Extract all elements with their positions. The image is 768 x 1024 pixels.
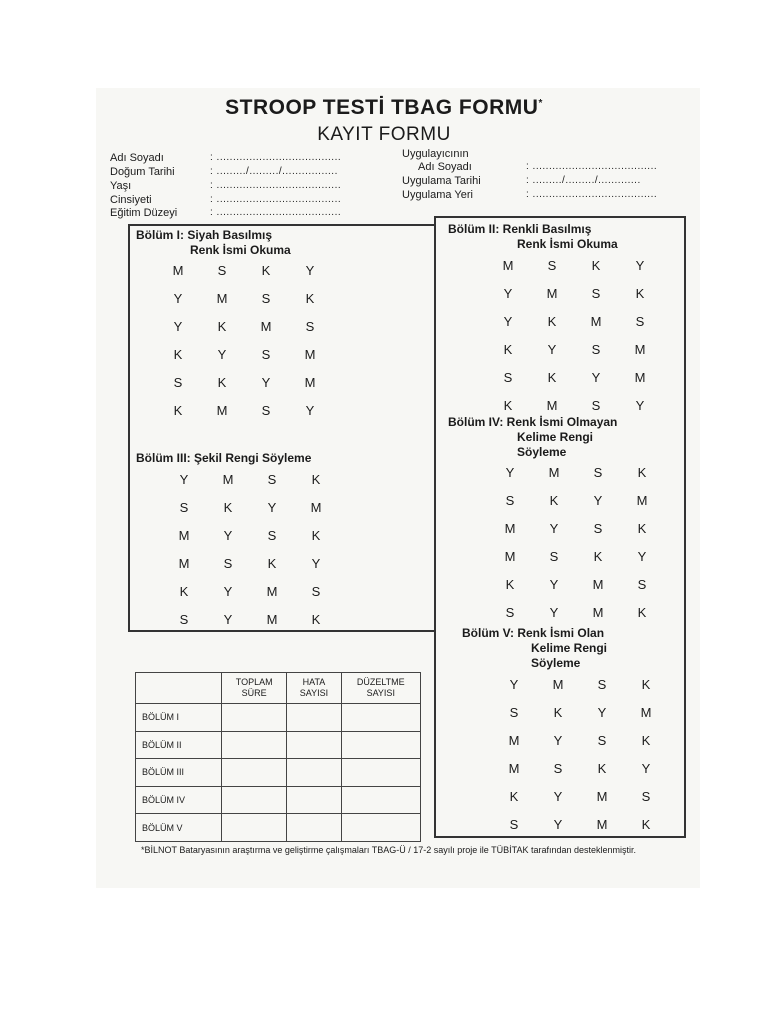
grid-row: M S K Y <box>172 262 315 278</box>
practitioner-name-label: Adı Soyadı <box>418 161 472 173</box>
row-label: BÖLÜM III <box>136 759 222 787</box>
grid-row: M S K Y <box>508 760 651 776</box>
practitioner-blank[interactable]: : ...................................... <box>526 161 658 172</box>
name-label: Adı Soyadı <box>110 152 164 164</box>
grid-row: K Y S M <box>503 341 646 357</box>
section-1-grid <box>156 256 332 424</box>
row-label: BÖLÜM V <box>136 814 222 842</box>
score-cell[interactable] <box>222 786 287 814</box>
grid-row: Y M S K <box>509 676 651 692</box>
grid-row: M S K Y <box>504 548 647 564</box>
grid-row: S Y M K <box>509 816 651 832</box>
grid-row: M S K Y <box>178 555 321 571</box>
grid-row: M S K Y <box>502 257 645 273</box>
form-title: STROOP TESTİ TBAG FORMU* <box>225 96 543 119</box>
name-blank[interactable]: : ...................................... <box>210 152 342 163</box>
header-corrections: DÜZELTME SAYISI <box>341 673 420 704</box>
age-label: Yaşı <box>110 180 132 192</box>
age-blank[interactable]: : ...................................... <box>210 180 342 191</box>
grid-row: M Y S K <box>504 520 647 536</box>
section-3-heading: Bölüm III: Şekil Rengi Söyleme <box>136 451 312 465</box>
grid-row: Y K M S <box>503 313 645 329</box>
header-total-time: TOPLAM SÜRE <box>222 673 287 704</box>
footnote: *BİLNOT Bataryasının araştırma ve geliştirme çalışmaları TBAG-Ü / 17-2 sayılı proje ile TÜBİTAK tarafından desteklenmiştir. <box>141 845 637 855</box>
score-cell[interactable] <box>341 814 420 842</box>
form-subtitle: KAYIT FORMU <box>317 124 451 145</box>
grid-row: K M S Y <box>173 402 315 418</box>
section-2-grid <box>486 251 662 419</box>
section-4-grid <box>488 458 664 626</box>
score-cell[interactable] <box>222 704 287 732</box>
row-label: BÖLÜM II <box>136 731 222 759</box>
table-row <box>136 731 421 759</box>
birthdate-label: Doğum Tarihi <box>110 166 175 178</box>
row-label: BÖLÜM I <box>136 704 222 732</box>
section-4-heading: Bölüm IV: Renk İsmi Olmayan Kelime Rengi Söyleme <box>448 415 618 459</box>
section-3-grid <box>162 465 338 633</box>
grid-row: S K Y M <box>179 499 322 515</box>
score-cell[interactable] <box>222 759 287 787</box>
practitioner-label: Uygulayıcının <box>402 148 469 160</box>
grid-row: K Y M S <box>509 788 651 804</box>
table-row <box>136 814 421 842</box>
test-date-label: Uygulama Tarihi <box>402 175 481 187</box>
section-5-grid <box>492 670 668 838</box>
score-cell[interactable] <box>287 704 341 732</box>
grid-row: K Y M S <box>179 583 321 599</box>
section-2-heading: Bölüm II: Renkli Basılmış Renk İsmi Okuma <box>448 222 618 251</box>
grid-row: K Y M S <box>505 576 647 592</box>
score-cell[interactable] <box>341 704 420 732</box>
grid-row: K Y S M <box>173 346 316 362</box>
test-date-blank[interactable]: : ........./........./............. <box>526 175 641 186</box>
grid-row: S K Y M <box>505 492 648 508</box>
score-cell[interactable] <box>341 731 420 759</box>
gender-blank[interactable]: : ...................................... <box>210 194 342 205</box>
test-place-label: Uygulama Yeri <box>402 189 473 201</box>
grid-row: Y M S K <box>505 464 647 480</box>
section-1-heading: Bölüm I: Siyah Basılmış Renk İsmi Okuma <box>136 228 291 257</box>
grid-row: M Y S K <box>178 527 321 543</box>
grid-row: Y M S K <box>503 285 645 301</box>
gender-label: Cinsiyeti <box>110 194 152 206</box>
table-row <box>136 786 421 814</box>
grid-row: K M S Y <box>503 397 645 413</box>
section-5-heading: Bölüm V: Renk İsmi Olan Kelime Rengi Söyleme <box>462 626 608 670</box>
table-row <box>136 704 421 732</box>
score-cell[interactable] <box>341 759 420 787</box>
score-table <box>135 672 421 842</box>
table-row <box>136 759 421 787</box>
row-label: BÖLÜM IV <box>136 786 222 814</box>
grid-row: S K Y M <box>173 374 316 390</box>
score-cell[interactable] <box>222 731 287 759</box>
corner-cell <box>136 673 222 704</box>
education-blank[interactable]: : ...................................... <box>210 207 342 218</box>
score-cell[interactable] <box>287 759 341 787</box>
score-cell[interactable] <box>287 814 341 842</box>
score-cell[interactable] <box>287 731 341 759</box>
grid-row: M Y S K <box>508 732 651 748</box>
score-cell[interactable] <box>341 786 420 814</box>
education-label: Eğitim Düzeyi <box>110 207 178 219</box>
grid-row: Y M S K <box>173 290 315 306</box>
grid-row: S K Y M <box>503 369 646 385</box>
grid-row: S K Y M <box>509 704 652 720</box>
header-errors: HATA SAYISI <box>287 673 341 704</box>
birthdate-blank[interactable]: : ........./........./................. <box>210 166 338 177</box>
grid-row: Y K M S <box>173 318 315 334</box>
grid-row: Y M S K <box>179 471 321 487</box>
score-cell[interactable] <box>222 814 287 842</box>
score-cell[interactable] <box>287 786 341 814</box>
test-place-blank[interactable]: : ...................................... <box>526 189 658 200</box>
grid-row: S Y M K <box>179 611 321 627</box>
grid-row: S Y M K <box>505 604 647 620</box>
